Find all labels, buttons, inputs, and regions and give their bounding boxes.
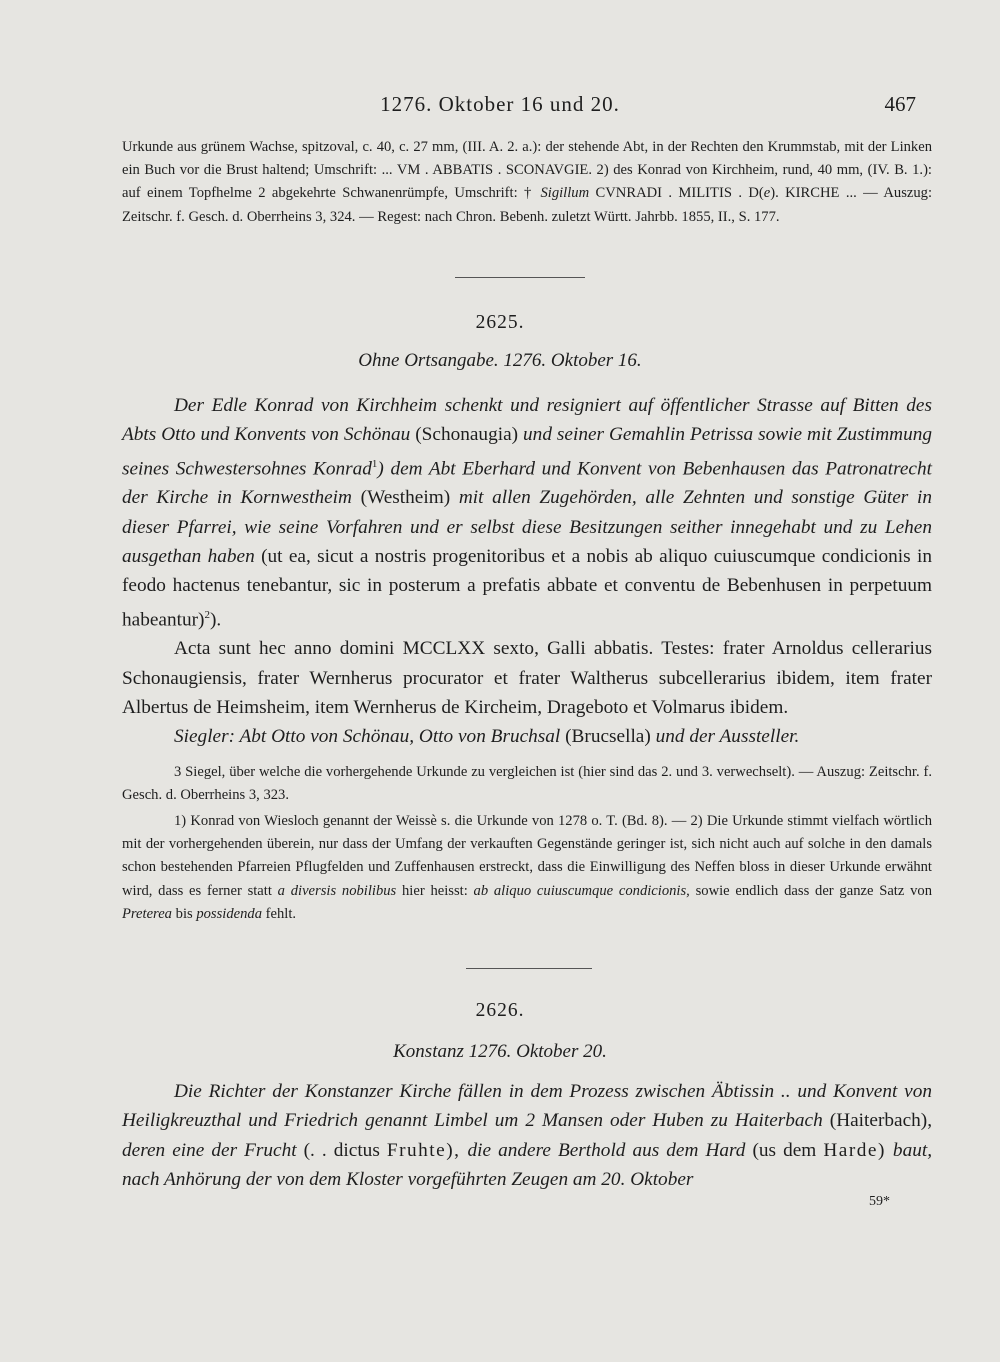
footnote-part: bis bbox=[175, 905, 193, 922]
entry-body bbox=[122, 391, 932, 751]
entry-number: 2626. bbox=[475, 1000, 525, 1021]
regest-spaced: Harde) bbox=[823, 1139, 886, 1161]
regest-roman: (Haiterbach), bbox=[829, 1110, 933, 1132]
regest-text: Der Edle Konrad von Kirchheim schenkt und resigniert auf öffentlicher Strasse auf Bitten des Abts Otto und Konvents von Schönau bbox=[122, 395, 932, 446]
footnote-part: hier heisst: bbox=[402, 882, 468, 899]
footnote-text bbox=[122, 810, 932, 926]
note-text: CVNRADI . MILITIS . D( bbox=[595, 185, 764, 202]
regest-text: die andere Berthold aus dem Hard bbox=[467, 1139, 746, 1161]
running-header bbox=[0, 92, 1000, 126]
regest-paragraph bbox=[122, 1077, 932, 1194]
note-italic: Sigillum bbox=[540, 185, 590, 202]
siegler-text: und der Aussteller. bbox=[655, 726, 800, 748]
entry-number: 2625. bbox=[475, 312, 525, 333]
footnote-part: fehlt. bbox=[265, 905, 297, 922]
running-title: 1276. Oktober 16 und 20. bbox=[380, 92, 620, 116]
seal-note bbox=[122, 761, 932, 807]
regest-spaced: Fruhte), bbox=[386, 1139, 461, 1161]
signature-mark: 59* bbox=[869, 1194, 890, 1209]
footnotes bbox=[122, 810, 932, 926]
previous-entry-note bbox=[122, 136, 932, 229]
regest-text: ) dem Abt Eberhard und Konvent von Bebenhausen das Patronatrecht der Kirche in Kornwestheim bbox=[122, 458, 932, 509]
acta-paragraph: Acta sunt hec anno domini MCCLXX sexto, Galli abbatis. Testes: frater Arnoldus cellerarius Schonaugiensis, frater Wernherus procurator et frater Waltherus subcellerarius ibidem, item frater Albertus de Heimsheim, item Wernherus de Kircheim, Drageboto et Volmarus ibidem. bbox=[122, 638, 932, 718]
note-text: ). KIRCHE ... — Auszug: Zeitschr. f. Gesch. d. Oberrheins 3, 324. — Regest: nach Chron. Bebenh. zuletzt Württ. Jahrbb. 1855, II., S. 177. bbox=[122, 185, 932, 225]
note-text: Urkunde aus grünem Wachse, spitzoval, c. 40, c. 27 mm, (III. A. 2. a.): der stehende Abt, in der Rechten den Krummstab, mit der Linken ein Buch vor die Brust haltend; Umschrift: ... VM . ABBATIS . SCONAVGIE. 2) des Konrad von Kirchheim, rund, 40 mm, (IV. B. 1.): auf einem Topfhelme 2 abgekehrte Schwanenrümpfe, Umschrift: bbox=[122, 139, 932, 202]
regest-text: baut, nach Anhörung der von dem Kloster vorgeführten Zeugen am 20. Oktober bbox=[122, 1139, 933, 1190]
siegler-roman: (Brucsella) bbox=[565, 726, 651, 748]
entry-place-date: Ohne Ortsangabe. 1276. Oktober 16. bbox=[358, 350, 642, 371]
siegler-text: Siegler: Abt Otto von Schönau, Otto von Bruchsal bbox=[174, 726, 561, 748]
footnote-italic: possidenda bbox=[196, 905, 262, 922]
siegler-line bbox=[122, 722, 932, 751]
footnote-part: 1) Konrad von Wiesloch genannt der Weissè s. die Urkunde von 1278 o. T. (Bd. 8). — 2) Die Urkunde stimmt vielfach wörtlich mit der vorhergehenden überein, nur dass der Umfang der verkauften Gegenstände geringer ist, sich nicht auch auf solche in den damals schon bestehenden Pfarreien Pflugfelden und Zuffenhausen erstreckt, dass die Einwilligung des Neffen bloss in dieser Urkunde erwähnt wird, dass es ferner statt bbox=[122, 813, 932, 899]
footnote-italic: Preterea bbox=[122, 905, 172, 922]
latin-quote: (ut ea, sicut a nostris progenitoribus et a nobis ab aliquo cuiuscumque condicionis in feodo hactenus tenebantur, sic in posterum a prefatis abbate et conventu de Bebenhusen in perpetuum habeantur) bbox=[122, 545, 932, 630]
footnote-ref: 2 bbox=[204, 608, 210, 621]
regest-roman: (us dem bbox=[752, 1139, 817, 1161]
entry-body bbox=[122, 1077, 932, 1194]
cross-symbol: † bbox=[524, 185, 535, 202]
page-number: 467 bbox=[884, 92, 916, 116]
footnote-part: sowie endlich dass der ganze Satz von bbox=[695, 882, 932, 899]
regest-paragraph bbox=[122, 391, 932, 634]
section-divider bbox=[455, 277, 585, 278]
regest-text: Die Richter der Konstanzer Kirche fällen in dem Prozess zwischen Äbtissin .. und Konvent von Heiligkreuzthal und Friedrich genannt Limbel um 2 Mansen oder Huben zu Haiterbach bbox=[122, 1081, 932, 1132]
footnote-italic: a diversis nobilibus bbox=[277, 882, 397, 899]
regest-roman: (. . dictus bbox=[303, 1139, 380, 1161]
regest-text: und seiner Gemahlin Petrissa sowie mit Zustimmung seines Schwestersohnes Konrad bbox=[122, 424, 932, 480]
footnote-italic: ab aliquo cuiuscumque condicionis, bbox=[473, 882, 690, 899]
seal-note-text: 3 Siegel, über welche die vorhergehende Urkunde zu vergleichen ist (hier sind das 2. und 3. verwechselt). — Auszug: Zeitschr. f. Gesch. d. Oberrheins 3, 323. bbox=[122, 764, 932, 804]
note-italic: e bbox=[763, 185, 771, 202]
regest-roman: (Westheim) bbox=[360, 487, 451, 509]
entry-place-date: Konstanz 1276. Oktober 20. bbox=[393, 1041, 607, 1062]
regest-roman: (Schonaugia) bbox=[415, 424, 519, 446]
footnote-ref: 1 bbox=[371, 457, 378, 470]
regest-text: mit allen Zugehörden, alle Zehnten und sonstige Güter in dieser Pfarrei, wie seine Vorfahren und er selbst diese Besitzungen seither innegehabt und zu Lehen ausgethan haben bbox=[122, 487, 932, 567]
regest-roman: ). bbox=[209, 608, 222, 630]
regest-text: deren eine der Frucht bbox=[122, 1139, 297, 1161]
section-divider bbox=[466, 968, 592, 969]
